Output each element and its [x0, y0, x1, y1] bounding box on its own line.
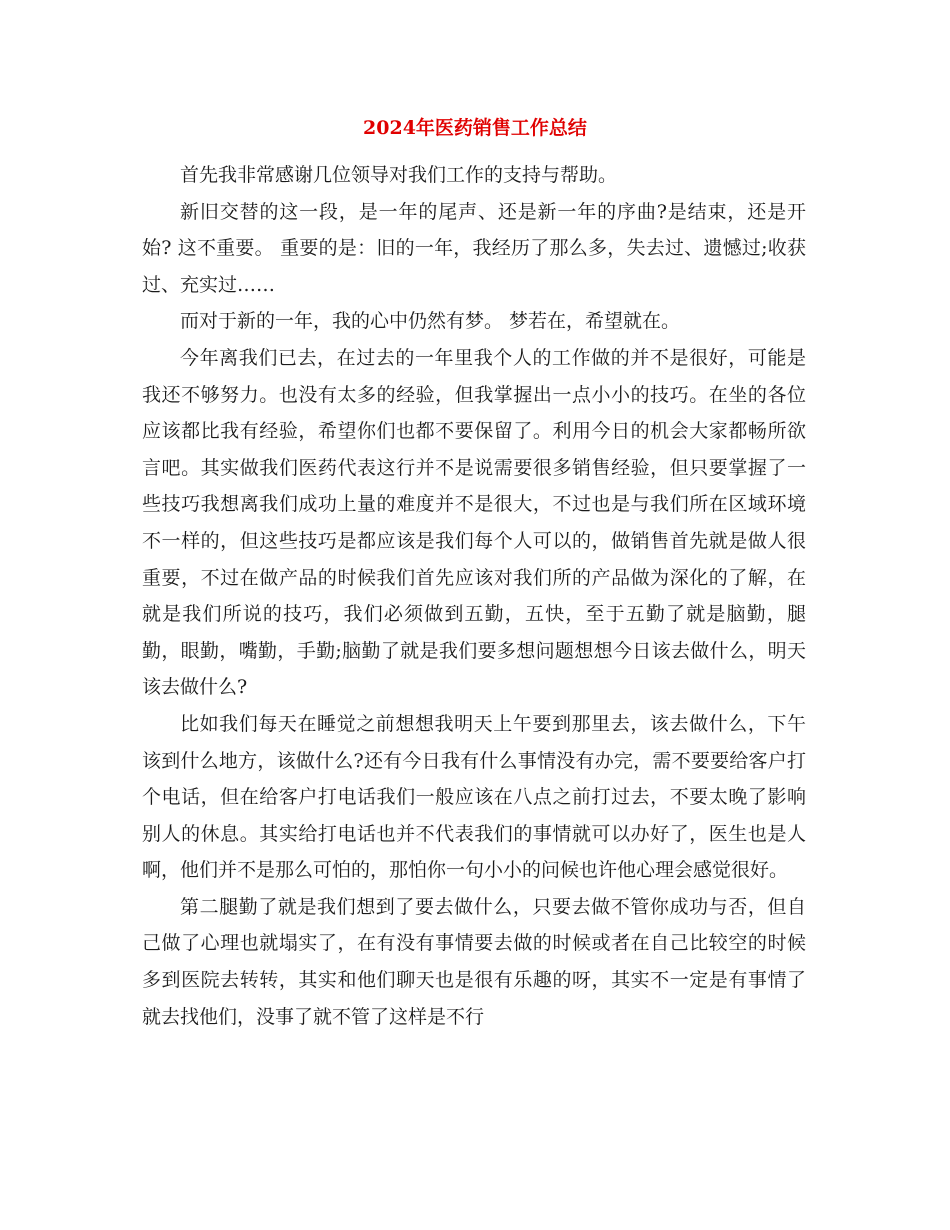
paragraph-transition: 新旧交替的这一段，是一年的尾声、还是新一年的序曲?是结束，还是开始? 这不重要。 重要的是：旧的一年，我经历了那么多，失去过、遗憾过;收获过、充实过…… [142, 200, 806, 296]
document-title: 2024年医药销售工作总结 [363, 117, 587, 139]
paragraph-planning: 比如我们每天在睡觉之前想想我明天上午要到那里去，该去做什么，下午该到什么地方，该做什么?还有今日我有什么事情没有办完，需不要要给客户打个电话，但在给客户打电话我们一般应该在八点之前打过去，不要太晚了影响别人的休息。其实给打电话也并不代表我们的事情就可以办好了，医生也是人啊，他们并不是那么可怕的，那怕你一句小小的问候也许他心理会感觉很好。 [142, 712, 806, 882]
paragraph-dream: 而对于新的一年，我的心中仍然有梦。 梦若在，希望就在。 [180, 310, 681, 333]
document-body [142, 157, 806, 1035]
paragraph-leg-diligence: 第二腿勤了就是我们想到了要去做什么，只要去做不管你成功与否，但自己做了心理也就塌实了，在有没有事情要去做的时候或者在自己比较空的时候多到医院去转转，其实和他们聊天也是很有乐趣的呀，其实不一定是有事情了就去找他们，没事了就不管了这样是不行 [142, 895, 806, 1028]
paragraph-review: 今年离我们已去，在过去的一年里我个人的工作做的并不是很好，可能是我还不够努力。也没有太多的经验，但我掌握出一点小小的技巧。在坐的各位应该都比我有经验，希望你们也都不要保留了。利用今日的机会大家都畅所欲言吧。其实做我们医药代表这行并不是说需要很多销售经验，但只要掌握了一些技巧我想离我们成功上量的难度并不是很大，不过也是与我们所在区域环境不一样的，但这些技巧是都应该是我们每个人可以的，做销售首先就是做人很重要，不过在做产品的时候我们首先应该对我们所的产品做为深化的了解，在就是我们所说的技巧，我们必须做到五勤，五快，至于五勤了就是脑勤，腿勤，眼勤，嘴勤，手勤;脑勤了就是我们要多想问题想想今日该去做什么，明天该去做什么? [142, 346, 806, 699]
paragraph-thanks: 首先我非常感谢几位领导对我们工作的支持与帮助。 [180, 164, 618, 186]
